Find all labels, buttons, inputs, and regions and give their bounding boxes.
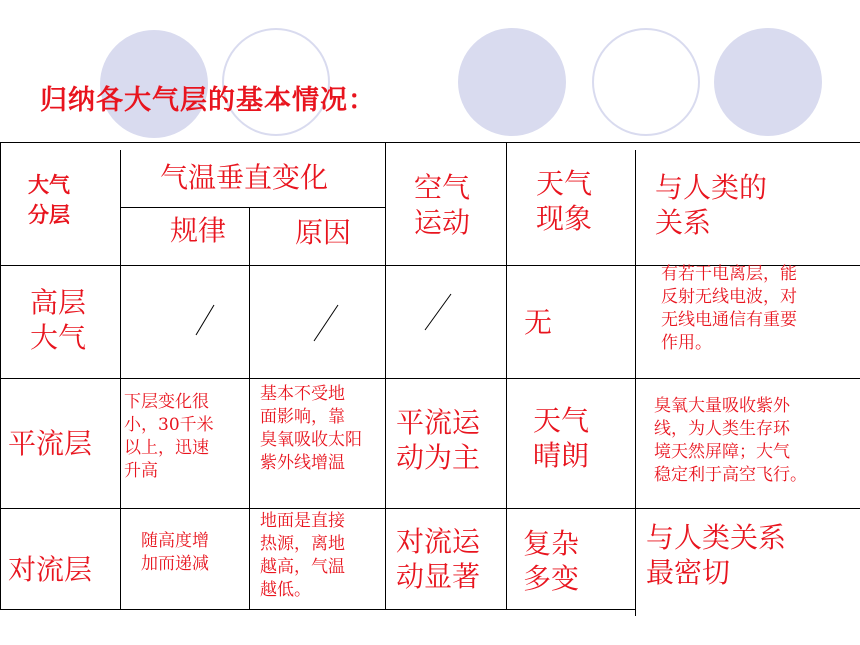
row-stratosphere-cause-line: 紫外线增温 [260, 453, 345, 474]
row-stratosphere-air-motion-line: 动为主 [396, 441, 481, 474]
row-upper-relation-line: 无线电通信有重要 [661, 310, 797, 331]
row-upper-relation-line: 作用。 [661, 333, 712, 354]
decorative-circle [458, 28, 566, 136]
grid-line [385, 142, 386, 609]
row-upper-name-line: 高层 [30, 286, 87, 319]
row-troposphere-relation-line: 最密切 [646, 556, 731, 589]
row-stratosphere-cause-line: 基本不受地 [260, 384, 345, 404]
row-troposphere-weather [523, 526, 579, 596]
grid-line [120, 207, 385, 208]
row-troposphere-relation [646, 520, 786, 590]
row-stratosphere-pattern-line: 以上，迅速 [124, 438, 209, 459]
slash-mark [423, 292, 453, 332]
row-stratosphere-relation-line: 境天然屏障；大气 [654, 442, 790, 463]
row-stratosphere-pattern-line: 小，30千米 [124, 415, 214, 436]
header-weather [536, 166, 592, 236]
row-troposphere-cause-line: 越高，气温 [260, 557, 345, 578]
header-pattern: 规律 [170, 214, 227, 247]
row-upper-name-line: 大气 [30, 321, 87, 354]
header-layer [28, 170, 70, 231]
row-troposphere-cause [260, 510, 345, 602]
header-weather-line: 现象 [536, 202, 593, 235]
row-stratosphere-weather-line: 天气 [533, 404, 590, 437]
row-troposphere-air-motion-line: 对流运 [396, 525, 481, 558]
row-stratosphere-weather [533, 403, 589, 473]
row-troposphere-name: 对流层 [8, 553, 93, 586]
grid-line [0, 142, 1, 609]
header-relation [655, 170, 767, 240]
row-troposphere-cause-line: 热源，离地 [260, 534, 345, 555]
row-troposphere-pattern-line: 加而递减 [141, 554, 209, 575]
row-upper-relation [661, 263, 797, 355]
row-stratosphere-pattern-line: 升高 [124, 461, 158, 482]
row-upper-weather: 无 [524, 306, 553, 339]
header-cause: 原因 [295, 216, 352, 249]
header-relation-line: 关系 [655, 206, 712, 239]
row-stratosphere-name: 平流层 [8, 427, 93, 460]
row-stratosphere-weather-line: 晴朗 [533, 439, 590, 472]
row-stratosphere-cause [260, 383, 362, 475]
grid-line [0, 508, 860, 509]
row-troposphere-pattern-line: 随高度增 [141, 531, 209, 551]
grid-line [506, 142, 507, 609]
row-troposphere-air-motion-line: 动显著 [396, 560, 481, 593]
header-temp-change: 气温垂直变化 [160, 161, 329, 194]
row-upper-name [30, 285, 86, 355]
slash-mark [312, 303, 340, 343]
grid-line [120, 150, 121, 609]
header-air-motion-line: 空气 [414, 171, 471, 204]
slide-heading: 归纳各大气层的基本情况： [40, 85, 376, 116]
row-troposphere-weather-line: 多变 [523, 562, 580, 595]
row-troposphere-pattern [141, 530, 209, 576]
row-upper-relation-line: 反射无线电波，对 [661, 287, 797, 308]
header-air-motion [414, 170, 470, 240]
decorative-circle [714, 28, 822, 136]
row-stratosphere-cause-line: 臭氧吸收太阳 [260, 430, 362, 451]
row-stratosphere-relation-line: 臭氧大量吸收紫外 [654, 396, 790, 416]
row-stratosphere-pattern-line: 下层变化很 [124, 392, 209, 412]
header-air-motion-line: 运动 [414, 206, 471, 239]
header-weather-line: 天气 [536, 167, 593, 200]
row-stratosphere-relation-line: 稳定利于高空飞行。 [654, 465, 807, 486]
header-layer-line: 大气 [28, 173, 70, 197]
row-troposphere-air-motion [396, 524, 480, 594]
row-troposphere-relation-line: 与人类关系 [646, 521, 787, 554]
row-stratosphere-relation-line: 线，为人类生存环 [654, 419, 790, 440]
row-troposphere-cause-line: 地面是直接 [260, 511, 345, 531]
grid-line [249, 207, 250, 609]
row-stratosphere-pattern [124, 391, 214, 483]
slash-mark [194, 303, 216, 337]
grid-line [635, 150, 636, 616]
header-relation-line: 与人类的 [655, 171, 768, 204]
grid-line [0, 378, 860, 379]
grid-line [0, 609, 635, 610]
decorative-ring [592, 28, 700, 136]
row-troposphere-weather-line: 复杂 [523, 527, 580, 560]
row-stratosphere-air-motion-line: 平流运 [396, 406, 481, 439]
row-stratosphere-air-motion [396, 405, 480, 475]
grid-line [0, 142, 860, 143]
row-stratosphere-cause-line: 面影响，靠 [260, 407, 345, 428]
row-troposphere-cause-line: 越低。 [260, 580, 311, 601]
row-stratosphere-relation [654, 395, 807, 487]
header-layer-line: 分层 [28, 203, 70, 228]
row-upper-relation-line: 有若干电离层，能 [661, 264, 797, 284]
